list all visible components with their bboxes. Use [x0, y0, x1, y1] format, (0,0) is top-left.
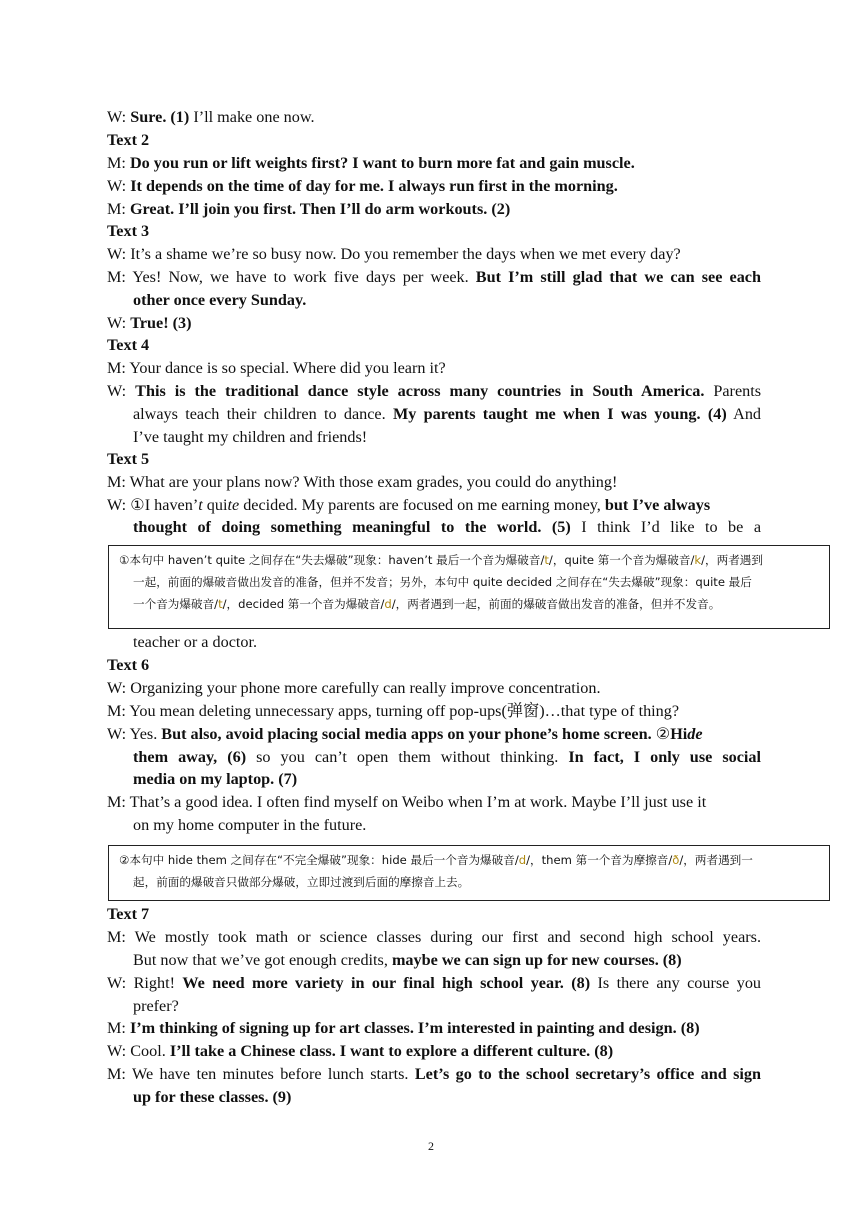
answer-text: maybe we can sign up for new courses. (8) [391, 951, 682, 969]
line-text: decided. My parents are focused on me earning money, [239, 496, 605, 514]
dialogue-line [107, 973, 761, 993]
speaker: M: [107, 1065, 126, 1083]
note-text: /，decided 第一个音为爆破音/ [222, 597, 385, 611]
answer-text: But also, avoid placing social media apps on your phone’s home screen. [161, 725, 652, 743]
dialogue-line [107, 724, 703, 744]
line-text: You mean deleting unnecessary apps, turning off pop-ups(弹窗)…that type of thing? [129, 702, 680, 720]
speaker: M: [107, 793, 126, 811]
line-text: We mostly took math or science classes during our first and second high school years. [134, 928, 761, 946]
phonetic-symbol: d [518, 853, 527, 867]
line-text: But now that we’ve got enough credits, [133, 951, 392, 969]
section-heading: Text 3 [107, 222, 150, 240]
answer-text: I’ll take a Chinese class. I want to explore a different culture. (8) [169, 1042, 614, 1060]
speaker: W: [107, 496, 127, 514]
line-text: And [726, 405, 762, 423]
answer-text: True! (3) [130, 314, 192, 332]
line-text: What are your plans now? With those exam grades, you could do anything! [129, 473, 618, 491]
section-heading: Text 5 [107, 450, 150, 468]
note-line [119, 549, 821, 571]
speaker: M: [107, 1019, 126, 1037]
answer-text: Sure. (1) [130, 108, 190, 126]
dialogue-line [107, 107, 315, 127]
dialogue-line [107, 927, 761, 947]
answer-text: We need more variety in our final high school year. (8) [182, 974, 591, 992]
speaker: W: [107, 382, 127, 400]
dialogue-line [107, 313, 192, 333]
dialogue-continuation: other once every Sunday. [133, 291, 307, 309]
line-text: I’ll make one now. [189, 108, 315, 126]
answer-text: This is the traditional dance style across many countries in South America. [135, 382, 705, 400]
dialogue-continuation: teacher or a doctor. [133, 633, 258, 651]
line-text: Parents [704, 382, 762, 400]
dialogue-continuation: I’ve taught my children and friends! [133, 428, 368, 446]
line-text: I haven’ [144, 496, 199, 514]
line-text: That’s a good idea. I often find myself on Weibo when I’m at work. Maybe I’ll just use it [129, 793, 707, 811]
note-marker: ① [130, 496, 145, 514]
line-text: qui [202, 496, 228, 514]
dialogue-line [107, 472, 617, 492]
note-text: /，quite 第一个音为爆破音/ [548, 553, 695, 567]
page-number: 2 [428, 1139, 434, 1153]
line-text: Your dance is so special. Where did you learn it? [129, 359, 446, 377]
speaker: W: [107, 1042, 127, 1060]
line-text: Cool. [130, 1042, 170, 1060]
speaker: M: [107, 200, 126, 218]
answer-text: I’m thinking of signing up for art classes. I’m interested in painting and design. (8) [129, 1019, 700, 1037]
dialogue-line [107, 495, 710, 515]
note-line: 一起，前面的爆破音做出发音的准备，但并不发音；另外，本句中 quite decided 之间存在“失去爆破”现象：quite 最后 [133, 575, 752, 589]
dialogue-line [107, 381, 761, 401]
answer-text: thought of doing something meaningful to the world. (5) [133, 518, 571, 536]
line-text: t [198, 496, 203, 514]
dialogue-line [107, 1041, 613, 1061]
dialogue-continuation [133, 404, 761, 424]
speaker: M: [107, 268, 126, 286]
dialogue-continuation: up for these classes. (9) [133, 1088, 292, 1106]
dialogue-continuation: on my home computer in the future. [133, 816, 367, 834]
line-text: I think I’d like to be a [570, 518, 762, 536]
phonetic-symbol: k [694, 553, 702, 567]
section-heading: Text 6 [107, 656, 150, 674]
note-line [119, 593, 821, 615]
dialogue-line [107, 153, 635, 173]
speaker: M: [107, 154, 126, 172]
note-text: /，两者遇到一起，前面的爆破音做出发音的准备，但并不发音。 [391, 597, 721, 611]
dialogue-line [107, 176, 618, 196]
speaker: M: [107, 928, 126, 946]
note-text: ②本句中 hide them 之间存在“不完全爆破”现象：hide 最后一个音为爆破音/ [119, 853, 519, 867]
line-text: Is there any course you [590, 974, 762, 992]
phonetic-symbol: t [218, 597, 223, 611]
answer-text: But I’m still glad that we can see each [475, 268, 761, 286]
dialogue-continuation [133, 950, 682, 970]
answer-text: but I’ve always [604, 496, 711, 514]
line-text: so you can’t open them without thinking. [246, 748, 569, 766]
note-text: /，两者遇到一 [679, 853, 753, 867]
section-heading: Text 7 [107, 905, 150, 923]
line-text: always teach their children to dance. [133, 405, 393, 423]
speaker: W: [107, 974, 127, 992]
answer-text: Let’s go to the school secretary’s office and sign [414, 1065, 761, 1083]
line-text: We have ten minutes before lunch starts. [131, 1065, 415, 1083]
line-text: Yes. [129, 725, 162, 743]
answer-text: Do you run or lift weights first? I want to burn more fat and gain muscle. [129, 154, 635, 172]
answer-text: Great. I’ll join you first. Then I’ll do arm workouts. (2) [129, 200, 511, 218]
section-heading: Text 4 [107, 336, 150, 354]
line-text: Yes! Now, we have to work five days per week. [132, 268, 476, 286]
dialogue-continuation: prefer? [133, 997, 179, 1015]
note-line: 起，前面的爆破音只做部分爆破，立即过渡到后面的摩擦音上去。 [133, 875, 470, 889]
speaker: W: [107, 177, 127, 195]
answer-text: de [687, 725, 703, 743]
note-marker: ② [651, 725, 671, 743]
line-text: It’s a shame we’re so busy now. Do you remember the days when we met every day? [130, 245, 681, 263]
phonetic-symbol: d [384, 597, 392, 611]
phonetic-note-box [108, 545, 830, 629]
section-heading: Text 2 [107, 131, 150, 149]
answer-text: It depends on the time of day for me. I always run first in the morning. [130, 177, 618, 195]
dialogue-continuation: media on my laptop. (7) [133, 770, 298, 788]
speaker: W: [107, 679, 127, 697]
phonetic-note-box [108, 845, 830, 901]
dialogue-line [107, 701, 679, 721]
speaker: M: [107, 473, 126, 491]
line-text: Right! [133, 974, 183, 992]
dialogue-continuation [133, 517, 761, 537]
speaker: W: [107, 245, 127, 263]
speaker: W: [107, 725, 127, 743]
dialogue-line [107, 199, 510, 219]
speaker: M: [107, 359, 126, 377]
note-line [119, 849, 821, 871]
answer-text: My parents taught me when I was young. (4) [392, 405, 727, 423]
note-text: 一个音为爆破音/ [133, 597, 219, 611]
speaker: W: [107, 314, 127, 332]
dialogue-line [107, 678, 601, 698]
speaker: M: [107, 702, 126, 720]
phonetic-symbol: t [544, 553, 549, 567]
dialogue-line [107, 1018, 700, 1038]
note-text: ①本句中 haven’t quite 之间存在“失去爆破”现象：haven’t 最后一个音为爆破音/ [119, 553, 545, 567]
note-text: /，两者遇到 [701, 553, 763, 567]
note-text: /，them 第一个音为摩擦音/ [526, 853, 673, 867]
answer-text: In fact, I only use social [568, 748, 761, 766]
dialogue-line [107, 267, 761, 287]
answer-text: them away, (6) [133, 748, 247, 766]
dialogue-line [107, 1064, 761, 1084]
dialogue-line [107, 358, 446, 378]
dialogue-line [107, 792, 706, 812]
dialogue-line [107, 244, 681, 264]
line-text: te [227, 496, 240, 514]
dialogue-continuation [133, 747, 761, 767]
answer-text: Hi [670, 725, 688, 743]
speaker: W: [107, 108, 127, 126]
line-text: Organizing your phone more carefully can really improve concentration. [130, 679, 601, 697]
phonetic-symbol: ð [672, 853, 680, 867]
